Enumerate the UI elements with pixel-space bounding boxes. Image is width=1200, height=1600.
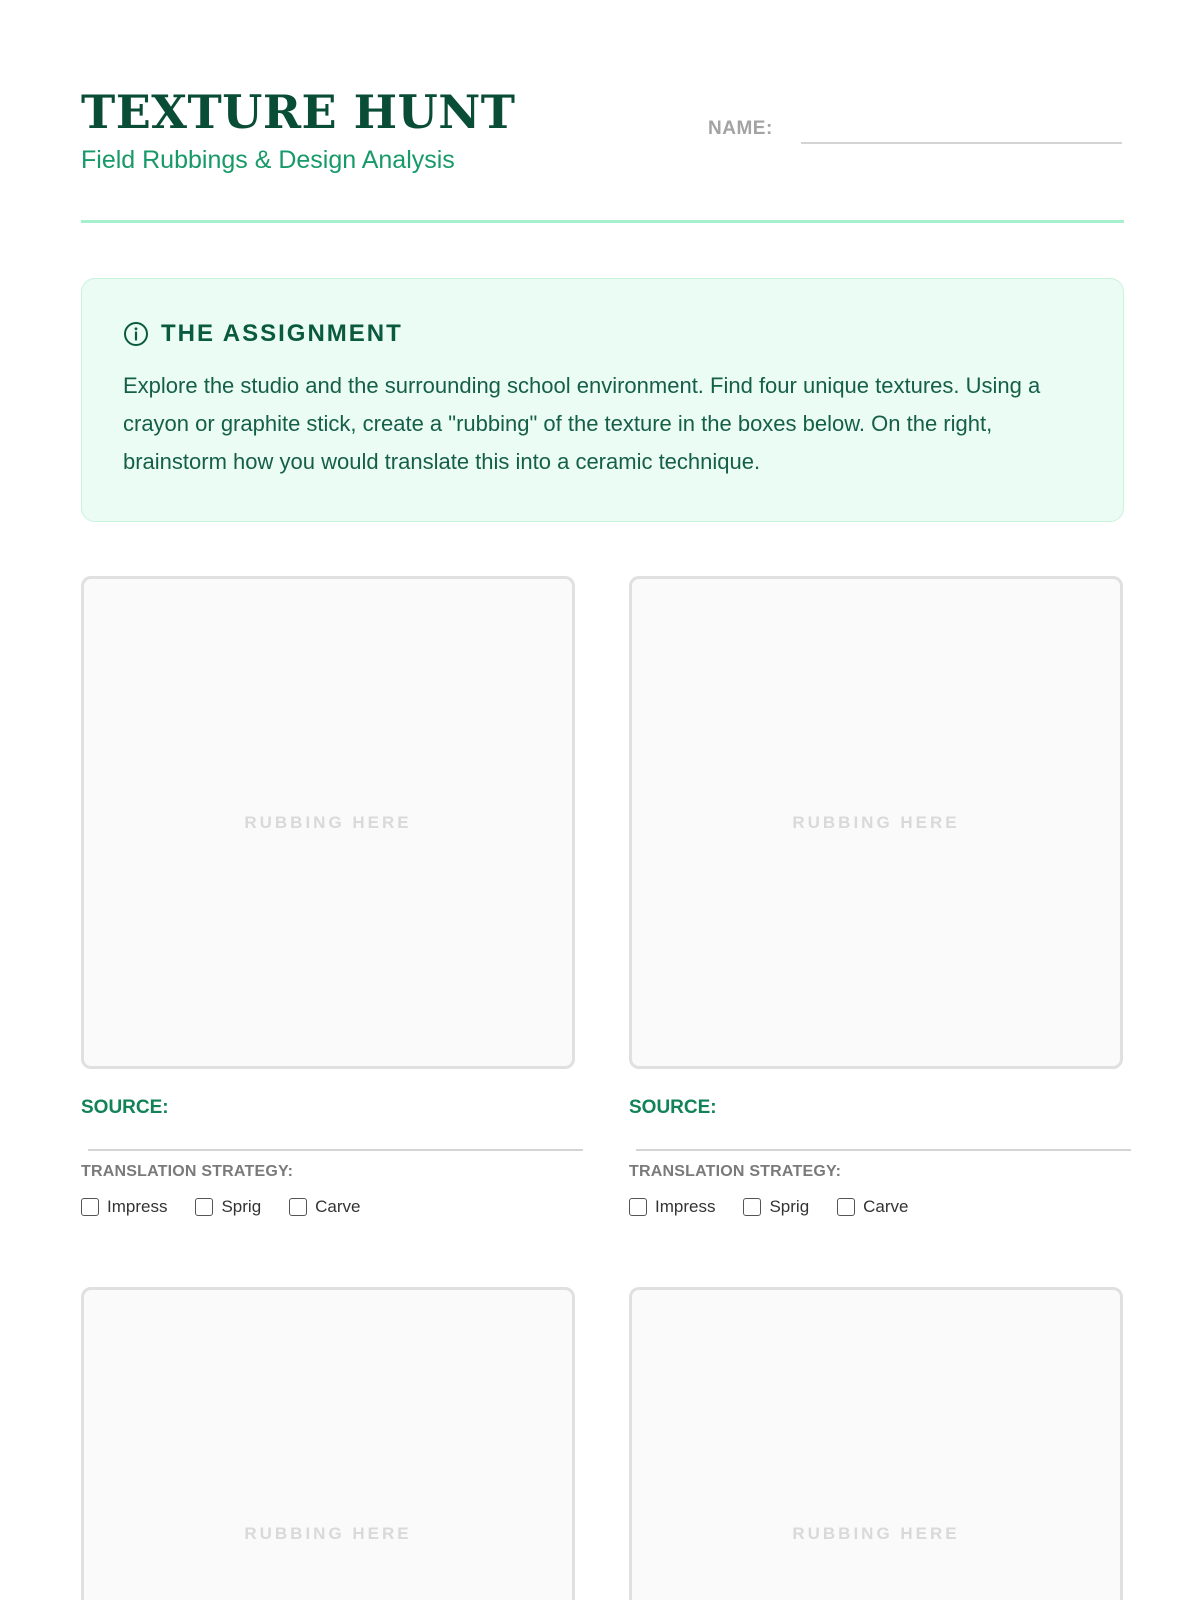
source-label: SOURCE: [629,1097,717,1118]
header-divider [81,220,1124,223]
texture-card-1 [81,576,575,1217]
option-impress[interactable] [81,1197,167,1217]
option-label: Impress [107,1197,168,1216]
rubbing-box[interactable] [629,576,1123,1069]
source-row [81,1097,575,1157]
option-sprig[interactable] [195,1197,261,1217]
option-label: Sprig [221,1197,262,1216]
option-label: Sprig [769,1197,810,1216]
option-impress[interactable] [629,1197,715,1217]
source-field[interactable] [88,1149,583,1151]
assignment-box [81,278,1124,522]
name-label: NAME: [708,118,773,139]
texture-card-2 [629,576,1123,1217]
strategy-label: TRANSLATION STRATEGY: [629,1163,842,1180]
option-label: Impress [655,1197,716,1216]
rubbing-box[interactable] [81,1287,575,1600]
texture-card-3 [81,1287,575,1600]
rubbing-box[interactable] [629,1287,1123,1600]
page-subtitle: Field Rubbings & Design Analysis [81,146,455,174]
header [81,82,1124,192]
rubbing-box[interactable] [81,576,575,1069]
option-label: Carve [863,1197,909,1216]
assignment-instructions: Explore the studio and the surrounding school environment. Find four unique textures. Using a crayon or graphite stick, create a "rubbing" of the texture in the boxes below. On the right, brainstorm how you would translate this into a ceramic technique. [123,373,1041,474]
assignment-title: THE ASSIGNMENT [161,320,403,347]
rubbing-placeholder: RUBBING HERE [792,1523,960,1543]
impress-checkbox[interactable] [81,1198,99,1216]
source-field[interactable] [636,1149,1131,1151]
info-icon [123,321,149,347]
name-field[interactable] [801,142,1122,144]
option-sprig[interactable] [743,1197,809,1217]
texture-card-4 [629,1287,1123,1600]
strategy-options [81,1197,575,1217]
option-carve[interactable] [837,1197,908,1217]
carve-checkbox[interactable] [289,1198,307,1216]
rubbing-placeholder: RUBBING HERE [244,1523,412,1543]
impress-checkbox[interactable] [629,1198,647,1216]
rubbing-placeholder: RUBBING HERE [792,812,960,832]
sprig-checkbox[interactable] [195,1198,213,1216]
source-label: SOURCE: [81,1097,169,1118]
strategy-label: TRANSLATION STRATEGY: [81,1163,294,1180]
assignment-heading [123,319,403,349]
source-row [629,1097,1123,1157]
option-label: Carve [315,1197,361,1216]
sprig-checkbox[interactable] [743,1198,761,1216]
page-title: TEXTURE HUNT [81,85,516,139]
option-carve[interactable] [289,1197,360,1217]
strategy-options [629,1197,1123,1217]
carve-checkbox[interactable] [837,1198,855,1216]
rubbing-placeholder: RUBBING HERE [244,812,412,832]
